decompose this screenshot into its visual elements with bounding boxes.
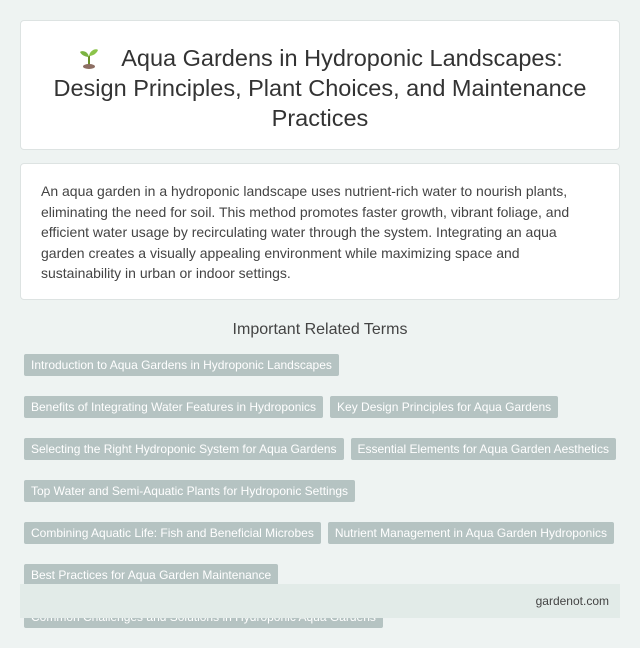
term-tag[interactable]: Benefits of Integrating Water Features in Hydroponics bbox=[24, 396, 323, 418]
title-card bbox=[20, 20, 620, 150]
term-tag[interactable]: Nutrient Management in Aqua Garden Hydroponics bbox=[328, 522, 614, 544]
page-title bbox=[45, 43, 595, 133]
term-tag[interactable]: Best Practices for Aqua Garden Maintenance bbox=[24, 564, 278, 586]
term-tag[interactable]: Introduction to Aqua Gardens in Hydroponic Landscapes bbox=[24, 354, 339, 376]
term-tag[interactable]: Top Water and Semi-Aquatic Plants for Hydroponic Settings bbox=[24, 480, 355, 502]
sprout-icon bbox=[77, 45, 101, 69]
term-tag[interactable]: Key Design Principles for Aqua Gardens bbox=[330, 396, 558, 418]
footer-site-link[interactable]: gardenot.com bbox=[535, 594, 609, 608]
term-tag[interactable]: Combining Aquatic Life: Fish and Beneficial Microbes bbox=[24, 522, 321, 544]
intro-text: An aqua garden in a hydroponic landscape uses nutrient-rich water to nourish plants, eliminating the need for soil. This method promotes faster growth, vibrant foliage, and efficient water usage by recirculating water through the system. Integrating an aqua garden creates a visually appealing environment while maximizing space and sustainability in urban or indoor settings. bbox=[41, 183, 570, 281]
related-terms-heading: Important Related Terms bbox=[232, 321, 408, 338]
page-title-text: Aqua Gardens in Hydroponic Landscapes: Design Principles, Plant Choices, and Maintenance Practices bbox=[53, 45, 587, 131]
term-tag[interactable]: Selecting the Right Hydroponic System for Aqua Gardens bbox=[24, 438, 344, 460]
footer bbox=[20, 584, 620, 618]
term-tag[interactable]: Essential Elements for Aqua Garden Aesthetics bbox=[351, 438, 616, 460]
intro-card bbox=[20, 163, 620, 300]
